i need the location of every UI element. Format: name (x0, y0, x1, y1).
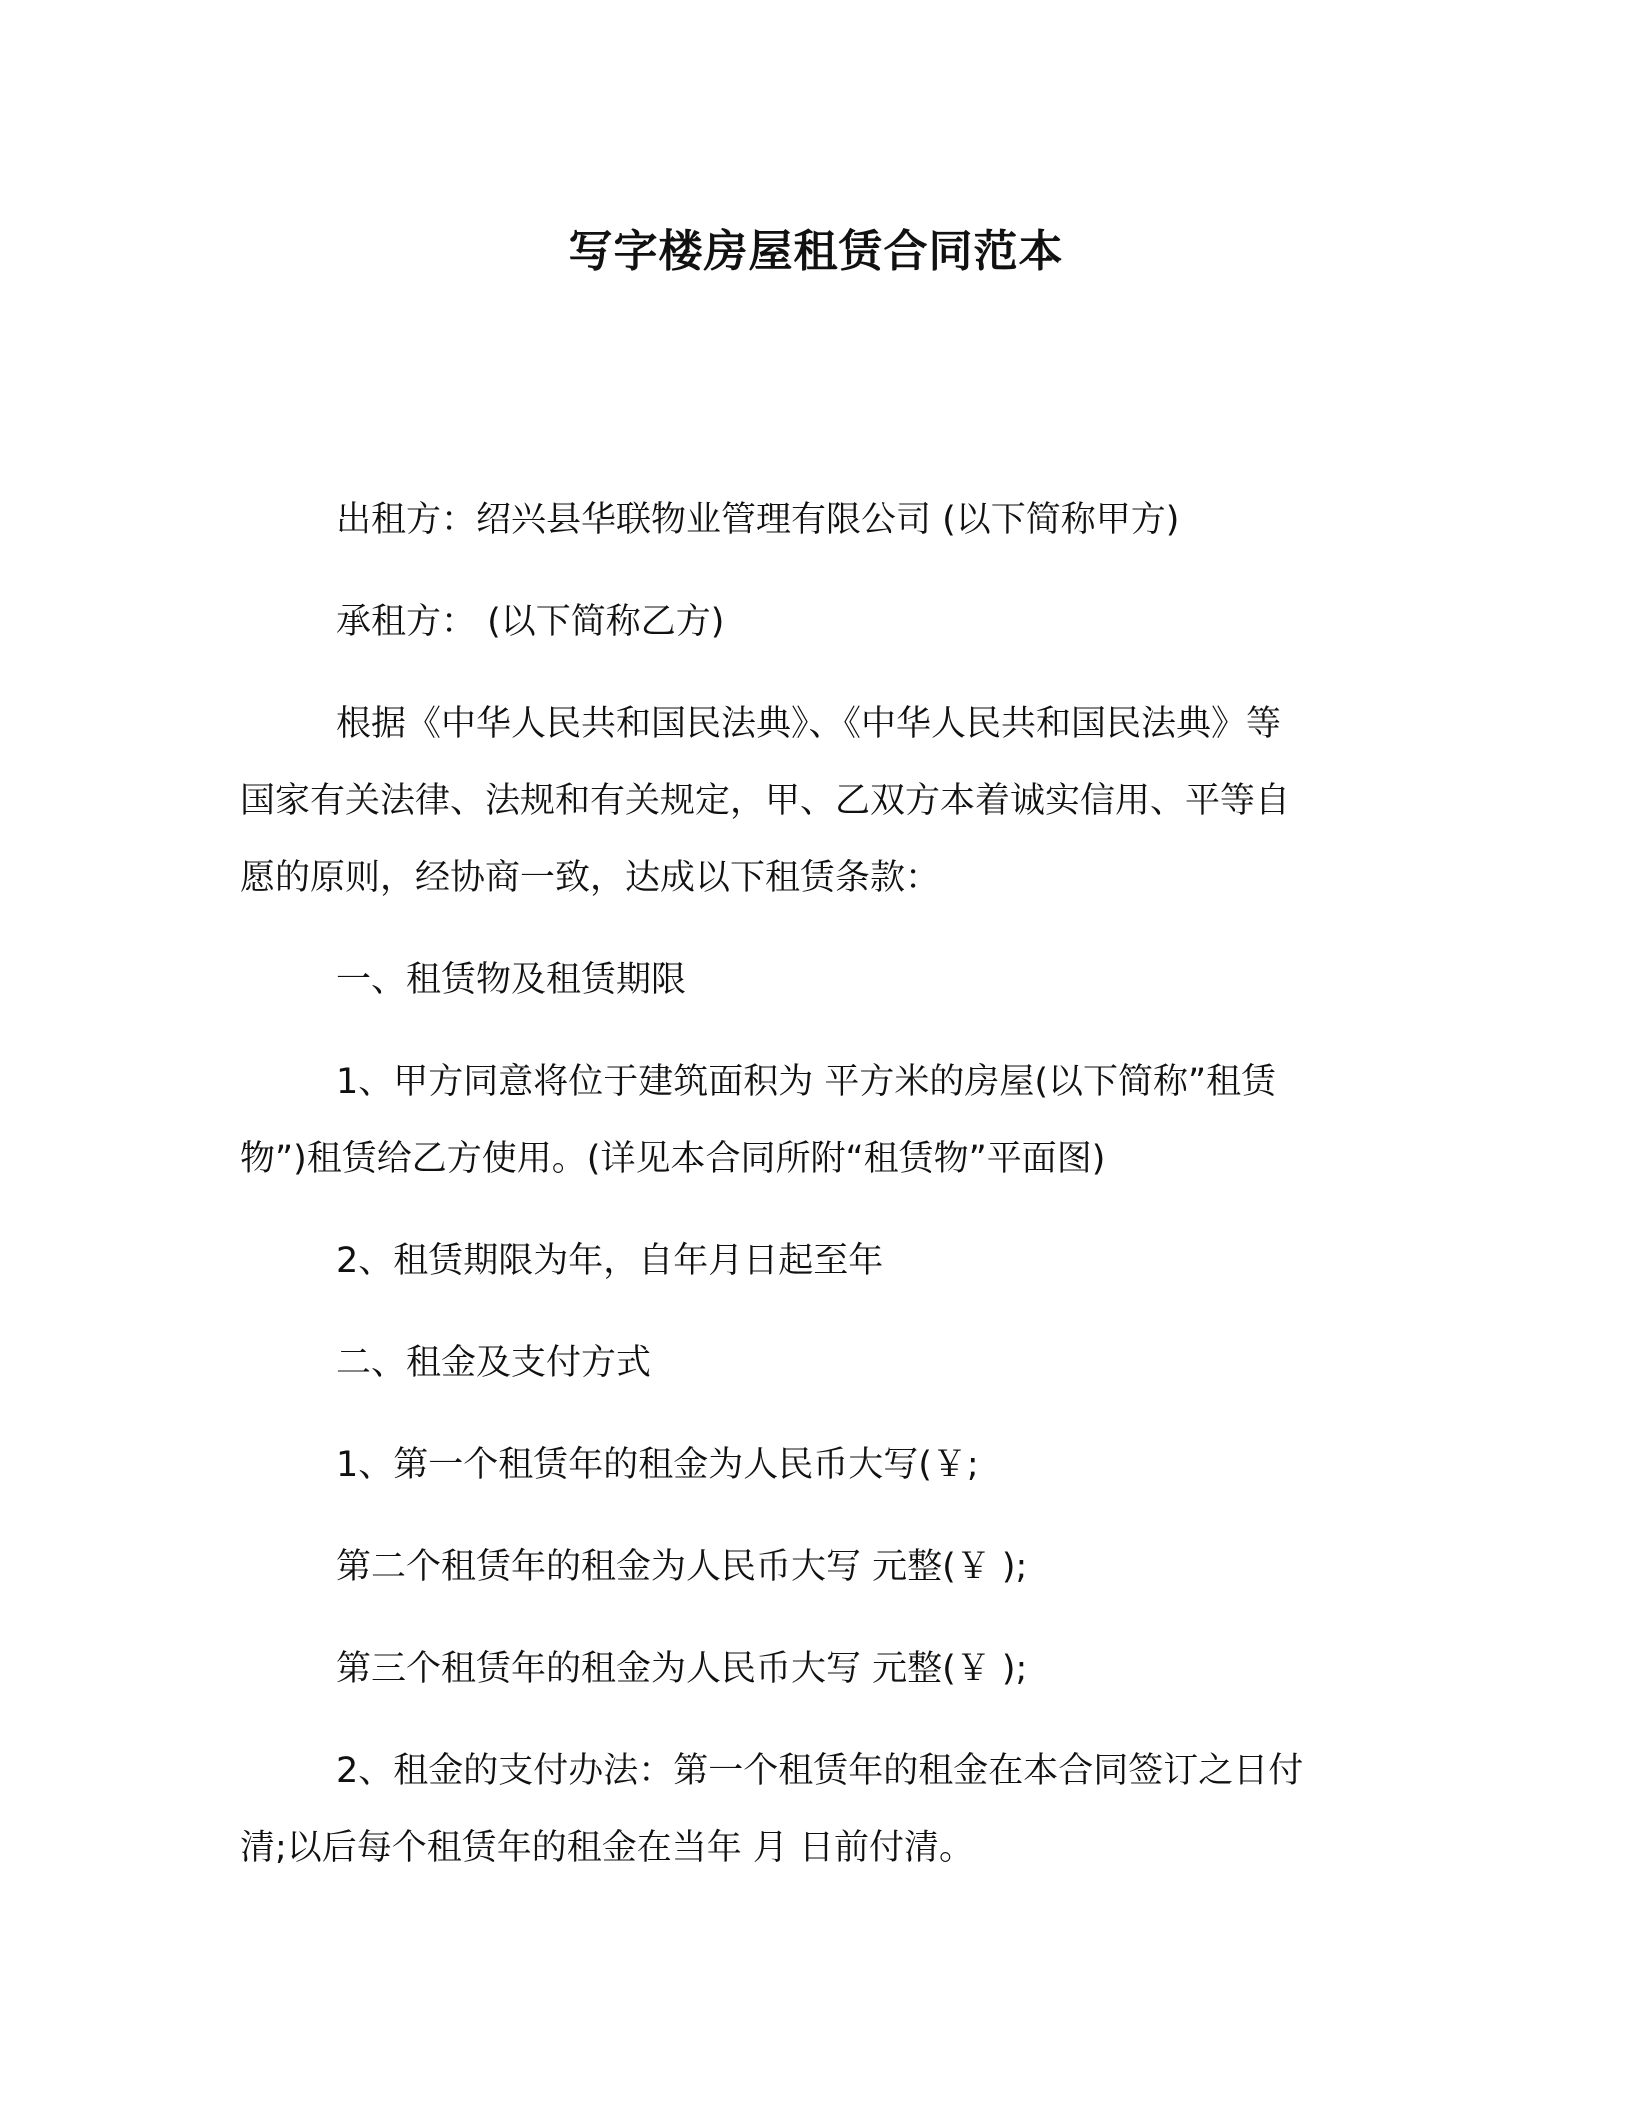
clause-line: 物”)租赁给乙方使用。(详见本合同所附“租赁物”平面图) (240, 1139, 1106, 1179)
clause-line: 1、甲方同意将位于建筑面积为 平方米的房屋(以下简称”租赁 (336, 1062, 1277, 1102)
paragraph-line: 国家有关法律、法规和有关规定，甲、乙双方本着诚实信用、平等自 (240, 781, 1291, 821)
paragraph-line: 愿的原则，经协商一致，达成以下租赁条款： (240, 858, 941, 898)
clause-line: 第三个租赁年的租金为人民币大写 元整(￥ ); (336, 1649, 1028, 1689)
document-title: 写字楼房屋租赁合同范本 (568, 226, 1064, 277)
clause-line: 清;以后每个租赁年的租金在当年 月 日前付清。 (240, 1828, 975, 1868)
section-heading: 一、租赁物及租赁期限 (336, 960, 687, 1000)
clause-line: 2、租赁期限为年，自年月日起至年 (336, 1241, 884, 1281)
lessee-line: 承租方： (以下简称乙方) (336, 602, 725, 642)
lessor-line: 出租方：绍兴县华联物业管理有限公司 (以下简称甲方) (336, 500, 1180, 540)
section-heading: 二、租金及支付方式 (336, 1343, 652, 1383)
paragraph-line: 根据《中华人民共和国民法典》、《中华人民共和国民法典》等 (336, 704, 1282, 744)
clause-line: 2、租金的支付办法：第一个租赁年的租金在本合同签订之日付 (336, 1751, 1304, 1791)
clause-line: 第二个租赁年的租金为人民币大写 元整(￥ ); (336, 1547, 1028, 1587)
clause-line: 1、第一个租赁年的租金为人民币大写(￥; (336, 1445, 979, 1485)
